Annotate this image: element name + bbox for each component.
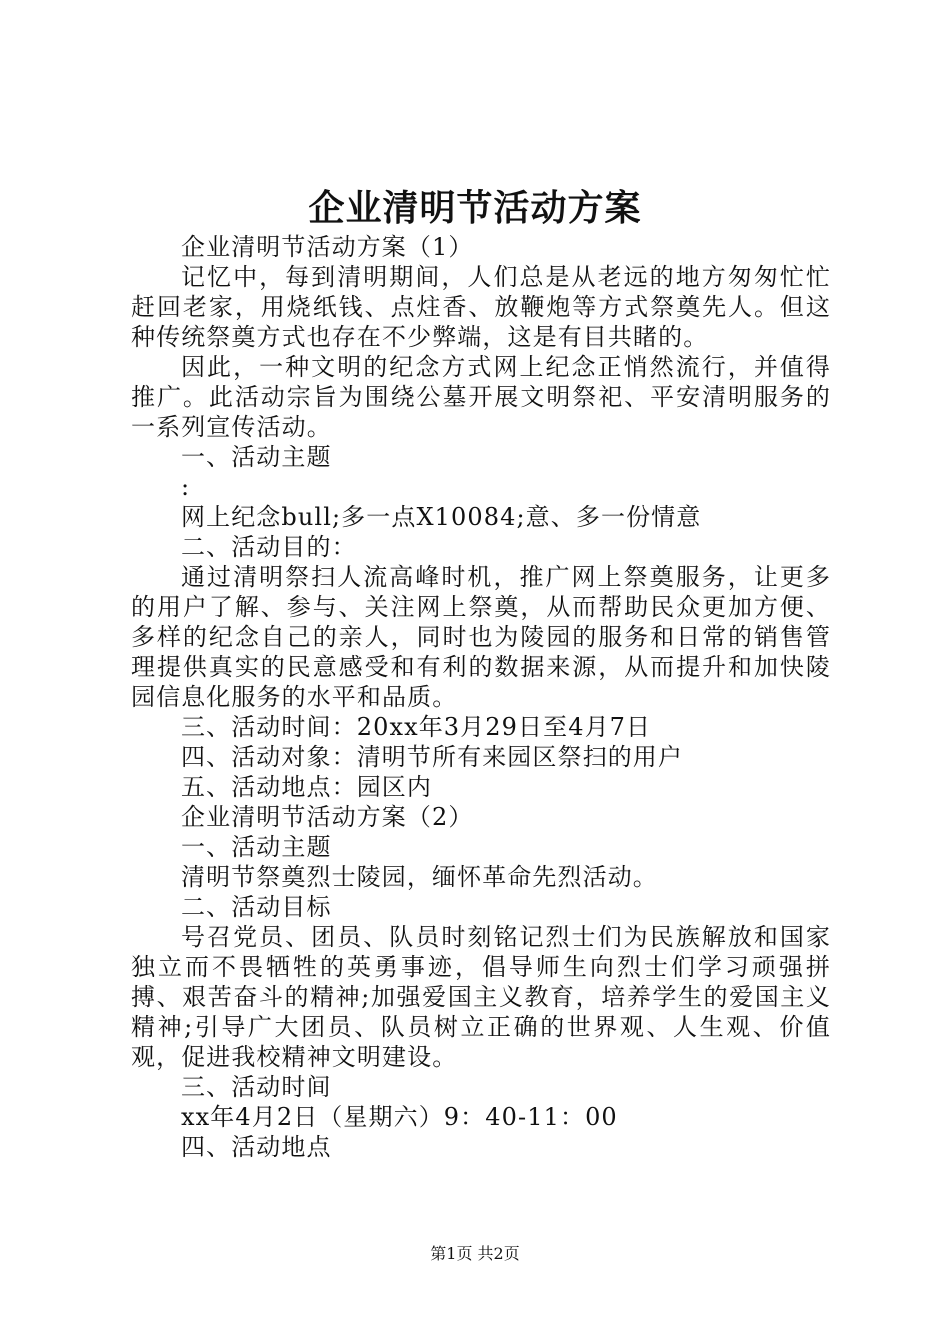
paragraph: 记忆中，每到清明期间，人们总是从老远的地方匆匆忙忙赶回老家，用烧纸钱、点炷香、放鞭炮等方式祭奠先人。但这种传统祭奠方式也存在不少弊端，这是有目共睹的。 [131,263,831,351]
section-heading: 企业清明节活动方案（2） [181,803,474,831]
document-body [131,232,831,1162]
paragraph: 因此，一种文明的纪念方式网上纪念正悄然流行，并值得推广。此活动宗旨为围绕公墓开展文明祭祀、平安清明服务的一系列宣传活动。 [131,353,831,441]
section-heading: 四、活动地点 [181,1133,332,1161]
paragraph: 四、活动对象：清明节所有来园区祭扫的用户 [181,743,683,771]
paragraph: 号召党员、团员、队员时刻铭记烈士们为民族解放和国家独立而不畏牺牲的英勇事迹，倡导师生向烈士们学习顽强拼搏、艰苦奋斗的精神;加强爱国主义教育，培养学生的爱国主义精神;引导广大团员、队员树立正确的世界观、人生观、价值观，促进我校精神文明建设。 [131,923,831,1071]
paragraph: xx年4月2日（星期六）9：40-11：00 [181,1103,618,1131]
section-heading: 二、活动目标 [181,893,332,921]
paragraph: : [181,473,191,501]
document-title: 企业清明节活动方案 [308,187,642,229]
paragraph: 通过清明祭扫人流高峰时机，推广网上祭奠服务，让更多的用户了解、参与、关注网上祭奠，从而帮助民众更加方便、多样的纪念自己的亲人，同时也为陵园的服务和日常的销售管理提供真实的民意感受和有利的数据来源，从而提升和加快陵园信息化服务的水平和品质。 [131,563,831,711]
paragraph: 网上纪念bull;多一点X10084;意、多一份情意 [181,503,702,531]
paragraph: 企业清明节活动方案（1） [181,233,474,261]
paragraph: 五、活动地点：园区内 [181,773,432,801]
section-heading: 一、活动主题 [181,443,332,471]
page-footer: 第1页 共2页 [430,1244,520,1263]
section-heading: 一、活动主题 [181,833,332,861]
section-heading: 二、活动目的： [181,533,357,561]
paragraph: 三、活动时间：20xx年3月29日至4月7日 [181,713,652,741]
section-heading: 三、活动时间 [181,1073,332,1101]
paragraph: 清明节祭奠烈士陵园，缅怀革命先烈活动。 [181,863,658,891]
